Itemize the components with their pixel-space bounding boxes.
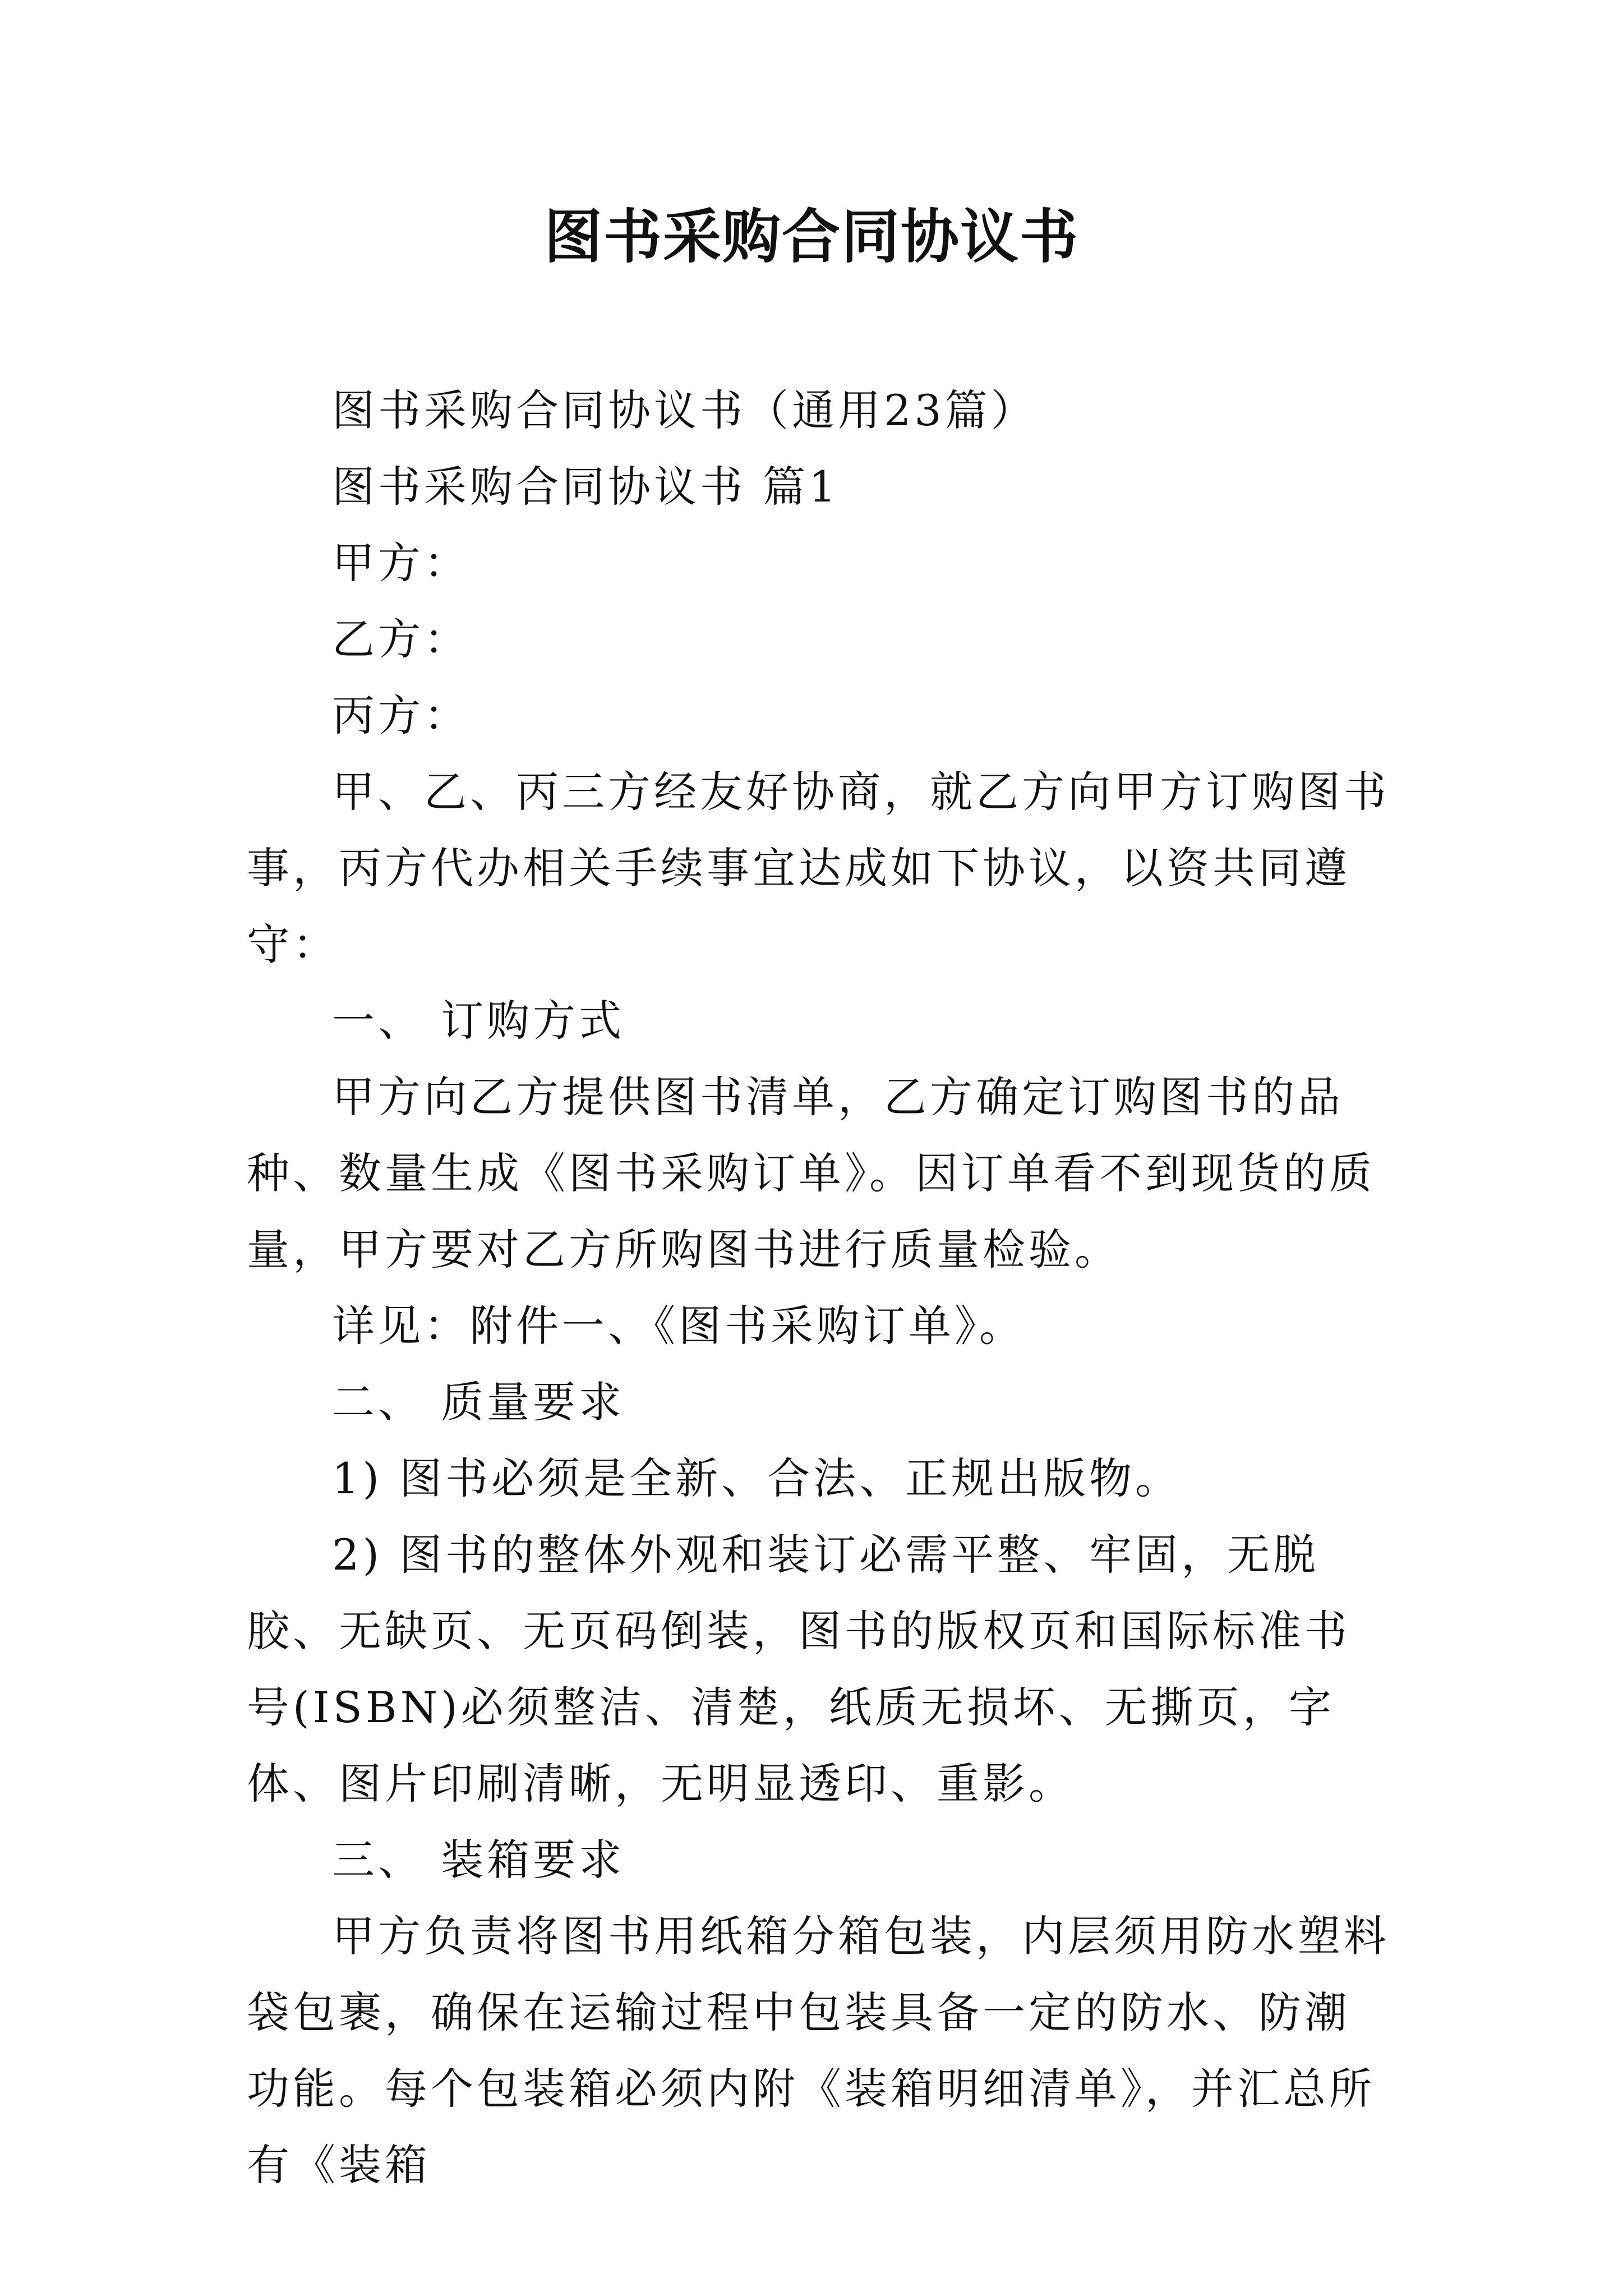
- paragraph-section-heading: 图书采购合同协议书 篇1: [332, 462, 840, 512]
- paragraph-intro: 甲、乙、丙三方经友好协商，就乙方向甲方订购图书事，丙方代办相关手续事宜达成如下协议，以资共同遵守：: [247, 767, 1390, 969]
- paragraph-quality-2: 2) 图书的整体外观和装订必需平整、牢固，无脱胶、无缺页、无页码倒装，图书的版权页和国际标准书号(ISBN)必须整洁、清楚，纸质无损坏、无撕页，字体、图片印刷清晰，无明显透印、重影。: [247, 1530, 1350, 1809]
- document-title: 图书采购合同协议书: [543, 202, 1079, 271]
- paragraph-party-c: 丙方：: [332, 691, 470, 740]
- heading-packing: 三、 装箱要求: [332, 1835, 625, 1885]
- paragraph-attachment-ref: 详见：附件一、《图书采购订单》。: [332, 1301, 1025, 1351]
- paragraph-subtitle: 图书采购合同协议书（通用23篇）: [332, 385, 1037, 435]
- paragraph-party-a: 甲方：: [332, 538, 470, 588]
- paragraph-party-b: 乙方：: [332, 614, 470, 664]
- paragraph-order-method: 甲方向乙方提供图书清单，乙方确定订购图书的品种、数量生成《图书采购订单》。因订单看不到现货的质量，甲方要对乙方所购图书进行质量检验。: [247, 1072, 1375, 1274]
- heading-quality: 二、 质量要求: [332, 1377, 625, 1427]
- heading-order-method: 一、 订购方式: [332, 996, 625, 1046]
- paragraph-packing: 甲方负责将图书用纸箱分箱包装，内层须用防水塑料袋包裹，确保在运输过程中包装具备一定的防水、防潮功能。每个包装箱必须内附《装箱明细清单》，并汇总所有《装箱: [247, 1911, 1390, 2190]
- document-body: [247, 372, 1391, 2203]
- paragraph-quality-1: 1) 图书必须是全新、合法、正规出版物。: [332, 1453, 1182, 1503]
